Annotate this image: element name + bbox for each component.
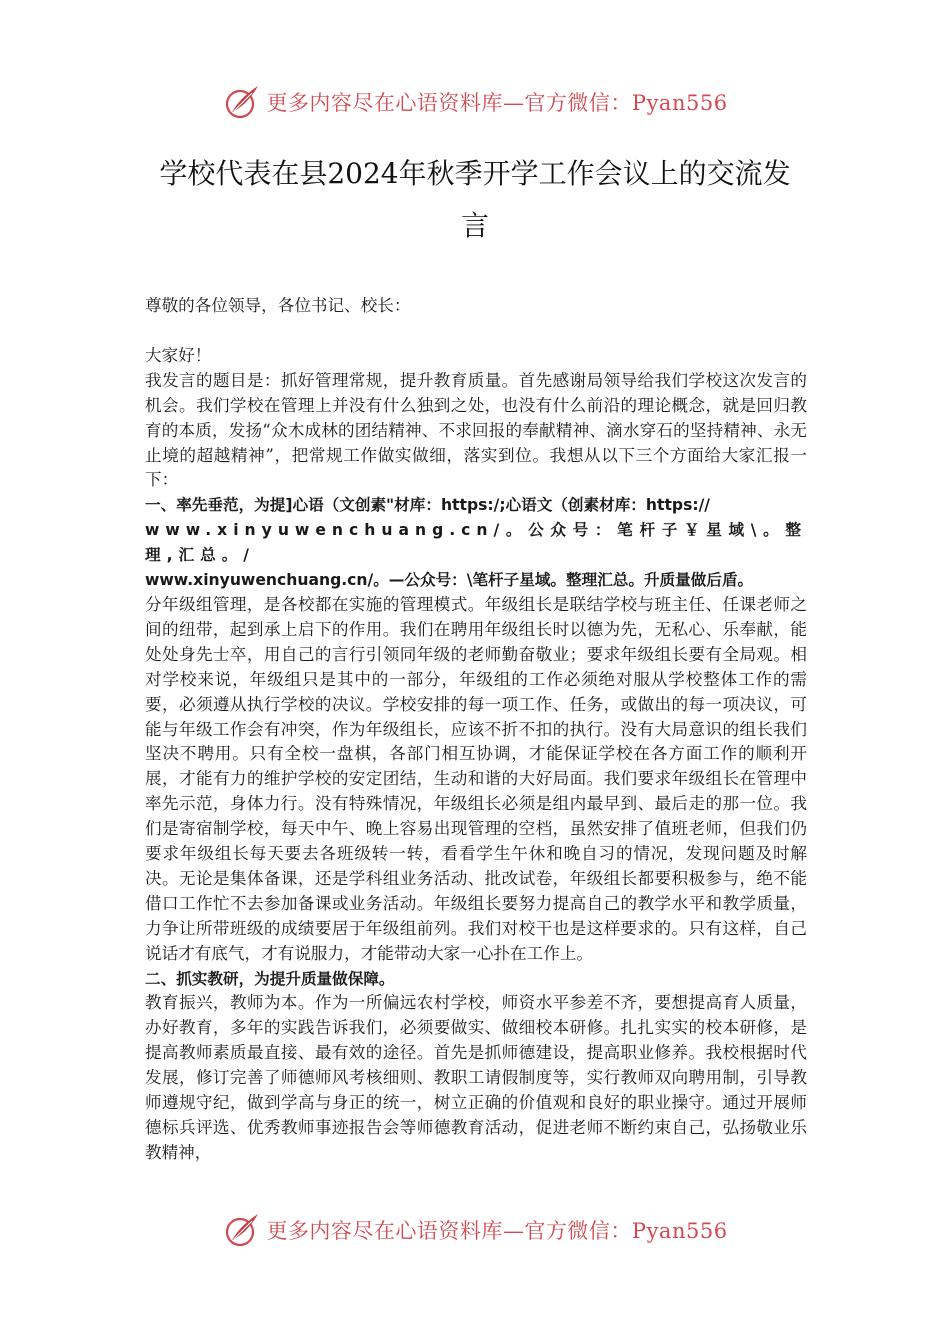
intro-paragraph: 我发言的题目是：抓好管理常规，提升教育质量。首先感谢局领导给我们学校这次发言的机会。我们学校在管理上并没有什么独到之处，也没有什么前沿的理论概念，就是回归教育的本质，发扬“众木成林的团结精神、不求回报的奉献精神、滴水穿石的坚持精神、永无止境的超越精神”，把常规工作做实做细，落实到位。我想从以下三个方面给大家汇报一下： — [145, 370, 807, 490]
watermark-banner-bottom — [0, 1208, 950, 1252]
watermark-site: 更多内容尽在心语资料库 — [266, 1219, 503, 1243]
quill-circle-logo-icon — [222, 1210, 262, 1250]
title-line-2: 言 — [460, 209, 489, 242]
section-1-body: 分年级组管理，是各校都在实施的管理模式。年级组长是联结学校与班主任、任课老师之间的纽带，起到承上启下的作用。我们在聘用年级组长时以德为先，无私心、乐奉献，能处处身先士卒，用自己的言行引领同年级的老师勤奋敬业；要求年级组长要有全局观。相对学校来说，年级组只是其中的一部分，年级组的工作必须绝对服从学校整体工作的需要，必须遵从执行学校的决议。学校安排的每一项工作、任务，或做出的每一项决议，可能与年级工作会有冲突，作为年级组长，应该不折不扣的执行。没有大局意识的组长我们坚决不聘用。只有全校一盘棋，各部门相互协调，才能保证学校在各方面工作的顺利开展，才能有力的维护学校的安定团结，生动和谐的大好局面。我们要求年级组长在管理中率先示范，身体力行。没有特殊情况，年级组长必须是组内最早到、最后走的那一位。我们是寄宿制学校，每天中午、晚上容易出现管理的空档，虽然安排了值班老师，但我们仍要求年级组长每天要去各班级转一转，看看学生午休和晚自习的情况，发现问题及时解决。无论是集体备课，还是学科组业务活动、批改试卷，年级组长都要积极参与，绝不能借口工作忙不去参加备课或业务活动。年级组长要努力提高自己的教学水平和教学质量，力争让所带班级的成绩要居于年级组前列。我们对校干也是这样要求的。只有这样，自己说话才有底气，才有说服力，才能带动大家一心扑在工作上。 — [145, 594, 807, 963]
section-2-body: 教育振兴，教师为本。作为一所偏远农村学校，师资水平参差不齐，要想提高育人质量，办好教育，多年的实践告诉我们，必须要做实、做细校本研修。扎扎实实的校本研修，是提高教师素质最直接、最有效的途径。首先是抓师德建设，提高职业修养。我校根据时代发展，修订完善了师德师风考核细则、教职工请假制度等，实行教师双向聘用制，引导教师遵规守纪，做到学高与身正的统一，树立正确的价值观和良好的职业操守。通过开展师德标兵评选、优秀教师事迹报告会等师德教育活动，促进老师不断约束自己，弘扬敬业乐教精神， — [145, 993, 807, 1162]
greeting: 大家好！ — [145, 345, 212, 365]
watermark-wechat: 官方微信：Pyan556 — [524, 1219, 728, 1243]
watermark-site: 更多内容尽在心语资料库 — [266, 91, 503, 115]
watermark-dash: — — [502, 1219, 525, 1243]
quill-circle-logo-icon — [222, 82, 262, 122]
watermark-dash: — — [502, 91, 525, 115]
section-1-heading — [145, 493, 807, 593]
section-1-heading-line-c: www.xinyuwenchuang.cn/。—公众号：\笔杆子星域。整理汇总。升质量做后盾。 — [145, 571, 754, 590]
watermark-banner-top — [0, 80, 950, 124]
watermark-text — [266, 87, 727, 117]
section-1-heading-line-b: www.xinyuwenchuang.cn/。公众号：笔杆子￥星域\。整理,汇总。/ — [145, 521, 807, 565]
document-body — [145, 294, 807, 1166]
salutation: 尊敬的各位领导，各位书记、校长： — [145, 296, 411, 315]
watermark-text — [266, 1215, 727, 1245]
section-1-heading-line-a: 一、率先垂范，为提]心语（文创素"材库：https:/;心语文（创素材库：https:// — [145, 496, 710, 515]
title-line-1: 学校代表在县2024年秋季开学工作会议上的交流发 — [159, 157, 791, 190]
page-title — [120, 148, 830, 252]
watermark-wechat: 官方微信：Pyan556 — [524, 91, 728, 115]
section-2-heading: 二、抓实教研，为提升质量做保障。 — [145, 969, 395, 988]
